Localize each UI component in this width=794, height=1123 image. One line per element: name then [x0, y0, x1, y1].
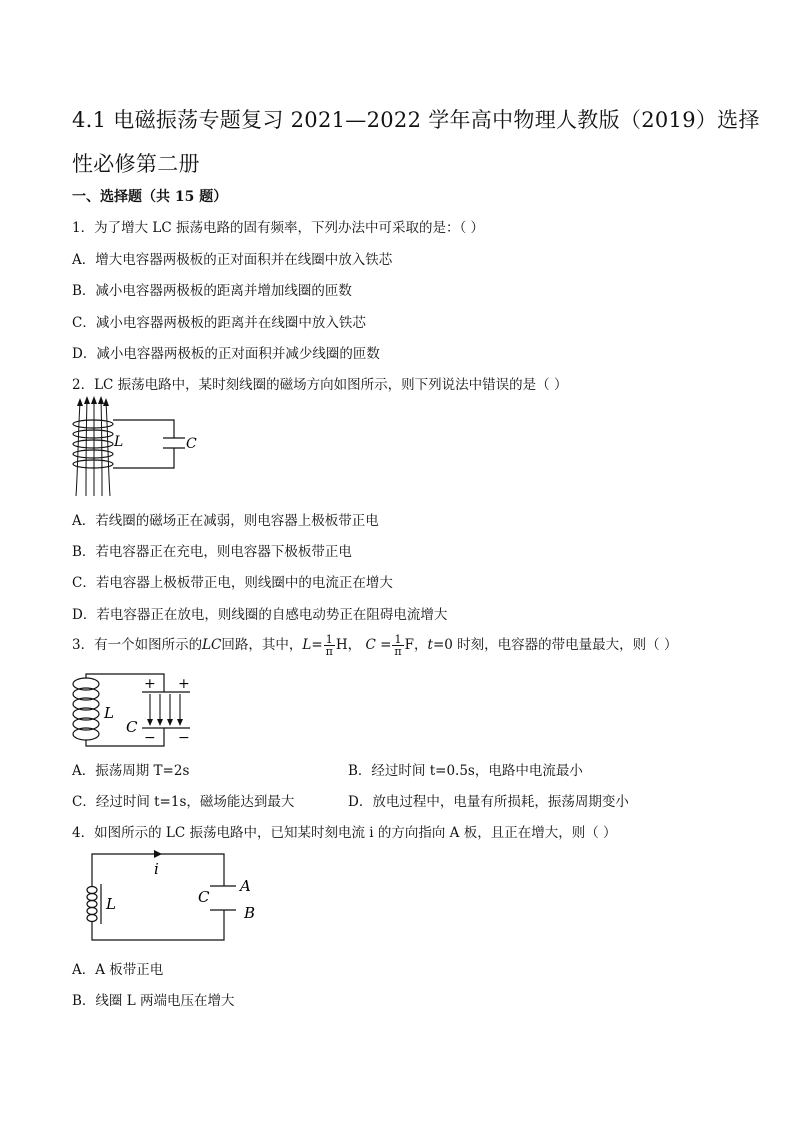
- current-arrow-icon: [154, 850, 162, 858]
- q4-label-a: A: [240, 877, 251, 895]
- page-title-line2: 性必修第二册: [72, 152, 200, 176]
- q2-stem: 2．LC 振荡电路中，某时刻线圈的磁场方向如图所示，则下列说法中错误的是（ ）: [72, 377, 568, 393]
- page-title-line1: 4.1 电磁振荡专题复习 2021—2022 学年高中物理人教版（2019）选择: [72, 108, 760, 132]
- q1-option-b: B．减小电容器两极板的距离并增加线圈的匝数: [72, 283, 352, 299]
- electric-field-arrows: [150, 694, 180, 722]
- q3-l-unit: H，: [335, 637, 362, 653]
- q3-option-d: D．放电过程中，电量有所损耗，振荡周期变小: [348, 794, 629, 810]
- q3-c-fraction: $\frac{1}{\pi}$: [394, 633, 402, 658]
- inductor-coil: [87, 884, 101, 924]
- q2-label-l: L: [114, 434, 124, 450]
- q3-circuit-figure: [66, 670, 206, 752]
- q1-stem: 1．为了增大 LC 振荡电路的固有频率，下列办法中可采取的是：（ ）: [72, 220, 485, 236]
- q2-option-c: C．若电容器上极板带正电，则线圈中的电流正在增大: [72, 575, 393, 591]
- q3-plus-right: +: [178, 676, 190, 692]
- q4-option-a: A．A 板带正电: [72, 962, 164, 978]
- q3-stem-lc: LC: [202, 637, 222, 653]
- q3-stem-part-a: 3．有一个如图所示的: [72, 637, 203, 653]
- q3-c-unit: F，: [404, 637, 428, 653]
- q3-label-c: C: [126, 718, 138, 736]
- q3-c-eq: C =: [365, 637, 392, 653]
- q2-option-d: D．若电容器正在放电，则线圈的自感电动势正在阻碍电流增大: [72, 607, 448, 623]
- q1-option-a: A．增大电容器两极板的正对面积并在线圈中放入铁芯: [72, 252, 393, 268]
- q3-minus-left: −: [144, 730, 156, 746]
- q4-stem: 4．如图所示的 LC 振荡电路中，已知某时刻电流 i 的方向指向 A 板，且正在增大，则（ ）: [72, 825, 617, 841]
- q1-option-c: C．减小电容器两极板的距离并在线圈中放入铁芯: [72, 315, 366, 331]
- q3-l-eq: L=: [302, 637, 323, 653]
- section-heading: 一、选择题（共 15 题）: [72, 189, 228, 205]
- q4-option-b: B．线圈 L 两端电压在增大: [72, 993, 235, 1009]
- q4-label-c: C: [198, 888, 210, 906]
- q3-option-c: C．经过时间 t=1s，磁场能达到最大: [72, 794, 295, 810]
- q3-label-l: L: [104, 704, 114, 722]
- q3-stem-part-b: 回路，其中，: [221, 637, 303, 653]
- q4-label-b: B: [244, 904, 256, 922]
- q3-minus-right: −: [178, 730, 190, 746]
- q2-label-c: C: [186, 436, 197, 452]
- q3-stem-part-c: =0 时刻，电容器的带电量最大，则（ ）: [432, 637, 678, 653]
- q4-label-l: L: [106, 895, 116, 913]
- q2-option-b: B．若电容器正在充电，则电容器下极板带正电: [72, 544, 352, 560]
- circuit-wires: [86, 674, 190, 746]
- q2-option-a: A．若线圈的磁场正在减弱，则电容器上极板带正电: [72, 513, 379, 529]
- q4-label-i: i: [154, 860, 159, 878]
- q3-option-b: B．经过时间 t=0.5s，电路中电流最小: [348, 763, 583, 779]
- q2-circuit-figure: [66, 396, 206, 500]
- q3-stem: [72, 633, 677, 657]
- inductor-coil: [73, 678, 99, 740]
- field-arrowheads: [77, 396, 109, 406]
- q3-l-fraction: $\frac{1}{\pi}$: [325, 633, 333, 658]
- circuit-wires: [113, 420, 185, 468]
- q3-option-a: A．振荡周期 T=2s: [72, 763, 190, 779]
- q3-plus-left: +: [144, 676, 156, 692]
- q1-option-d: D．减小电容器两极板的正对面积并减少线圈的匝数: [72, 346, 380, 362]
- q4-circuit-figure: [84, 846, 274, 946]
- q3-t-symbol: t: [427, 637, 433, 653]
- inductor-coil: [73, 420, 113, 468]
